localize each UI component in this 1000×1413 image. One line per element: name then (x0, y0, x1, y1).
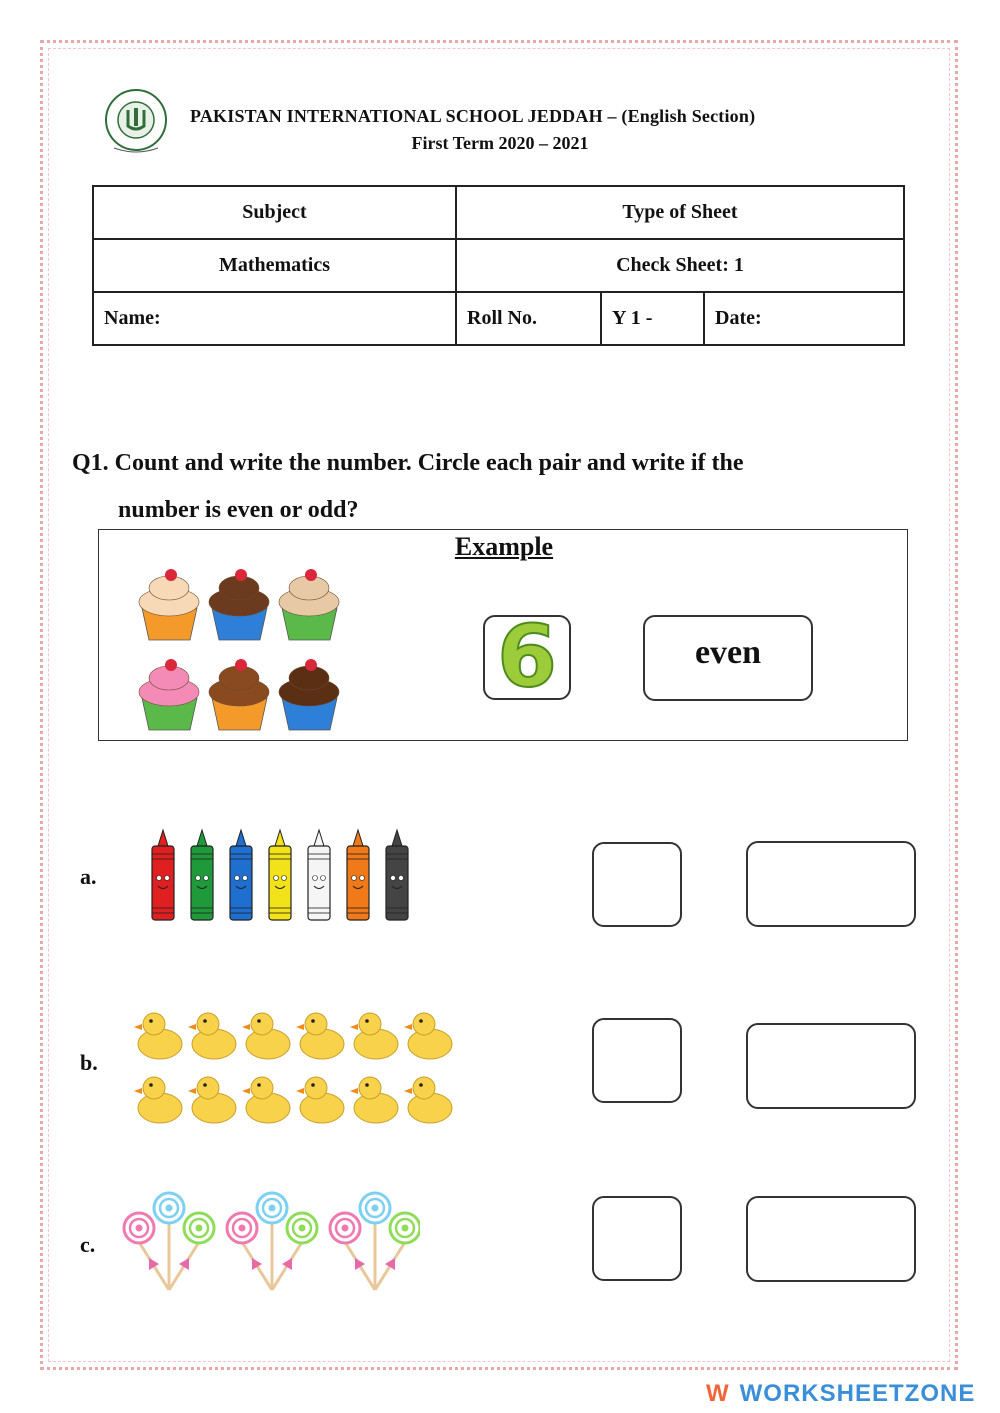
subject-header: Subject (93, 186, 456, 239)
crayon-icon (347, 830, 369, 920)
type-header: Type of Sheet (456, 186, 904, 239)
duck-icon (404, 1077, 452, 1123)
type-value: Check Sheet: 1 (456, 239, 904, 292)
example-answer-box (643, 615, 813, 701)
date-field[interactable]: Date: (704, 292, 904, 345)
lollipop-icon (375, 1213, 420, 1290)
duck-icon (242, 1013, 290, 1059)
example-answer: even (694, 634, 762, 671)
lollipop-icon (272, 1213, 317, 1290)
item-a-label: a. (80, 864, 97, 889)
example-title: Example (454, 532, 554, 561)
example-number-box (483, 607, 571, 707)
duck-icon (404, 1013, 452, 1059)
lollipop-icon (169, 1213, 214, 1290)
lollipop-icon (330, 1213, 375, 1290)
crayon-icon (386, 830, 408, 920)
item-c-number-box[interactable] (592, 1196, 682, 1281)
lollipop-icon (227, 1213, 272, 1290)
duck-icon (134, 1077, 182, 1123)
cupcake-icon (279, 659, 339, 730)
duck-icon (296, 1077, 344, 1123)
watermark-logo-icon: W (706, 1380, 730, 1407)
cupcake-icon (209, 569, 269, 640)
crayon-icon (308, 830, 330, 920)
example-box (98, 529, 908, 741)
item-a-number-box[interactable] (592, 842, 682, 927)
info-table (92, 185, 905, 346)
item-c-answer-box[interactable] (746, 1196, 916, 1282)
name-field[interactable]: Name: (93, 292, 456, 345)
question-1 (72, 440, 744, 534)
question-line-1: Q1. Count and write the number. Circle each pair and write if the (72, 450, 744, 476)
lollipop-icon (124, 1213, 169, 1290)
crayon-icon (191, 830, 213, 920)
item-b-label: b. (80, 1050, 98, 1075)
crayons-picture (148, 828, 418, 924)
year-field[interactable]: Y 1 - (601, 292, 704, 345)
item-b-number-box[interactable] (592, 1018, 682, 1103)
cupcakes-picture (137, 560, 347, 735)
cupcake-icon (209, 659, 269, 730)
duck-icon (188, 1013, 236, 1059)
subject-value: Mathematics (93, 239, 456, 292)
cupcake-icon (139, 659, 199, 730)
item-c-label: c. (80, 1232, 96, 1257)
cupcake-icon (139, 569, 199, 640)
school-name: PAKISTAN INTERNATIONAL SCHOOL JEDDAH – (English Section) (190, 106, 756, 126)
worksheetzone-watermark (706, 1380, 975, 1408)
duck-icon (188, 1077, 236, 1123)
term-title: First Term 2020 – 2021 (411, 133, 589, 153)
example-number: 6 (497, 607, 557, 707)
duck-icon (296, 1013, 344, 1059)
roll-field[interactable]: Roll No. (456, 292, 601, 345)
duck-icon (242, 1077, 290, 1123)
watermark-brand: WORKSHEETZONE (739, 1380, 976, 1407)
item-a-answer-box[interactable] (746, 841, 916, 927)
duck-icon (350, 1077, 398, 1123)
item-b-answer-box[interactable] (746, 1023, 916, 1109)
question-line-2: number is even or odd? (118, 497, 359, 523)
ducks-picture (130, 1004, 460, 1126)
lollipops-picture (115, 1186, 420, 1294)
crayon-icon (230, 830, 252, 920)
duck-icon (350, 1013, 398, 1059)
duck-icon (134, 1013, 182, 1059)
cupcake-icon (279, 569, 339, 640)
crayon-icon (152, 830, 174, 920)
crayon-icon (269, 830, 291, 920)
